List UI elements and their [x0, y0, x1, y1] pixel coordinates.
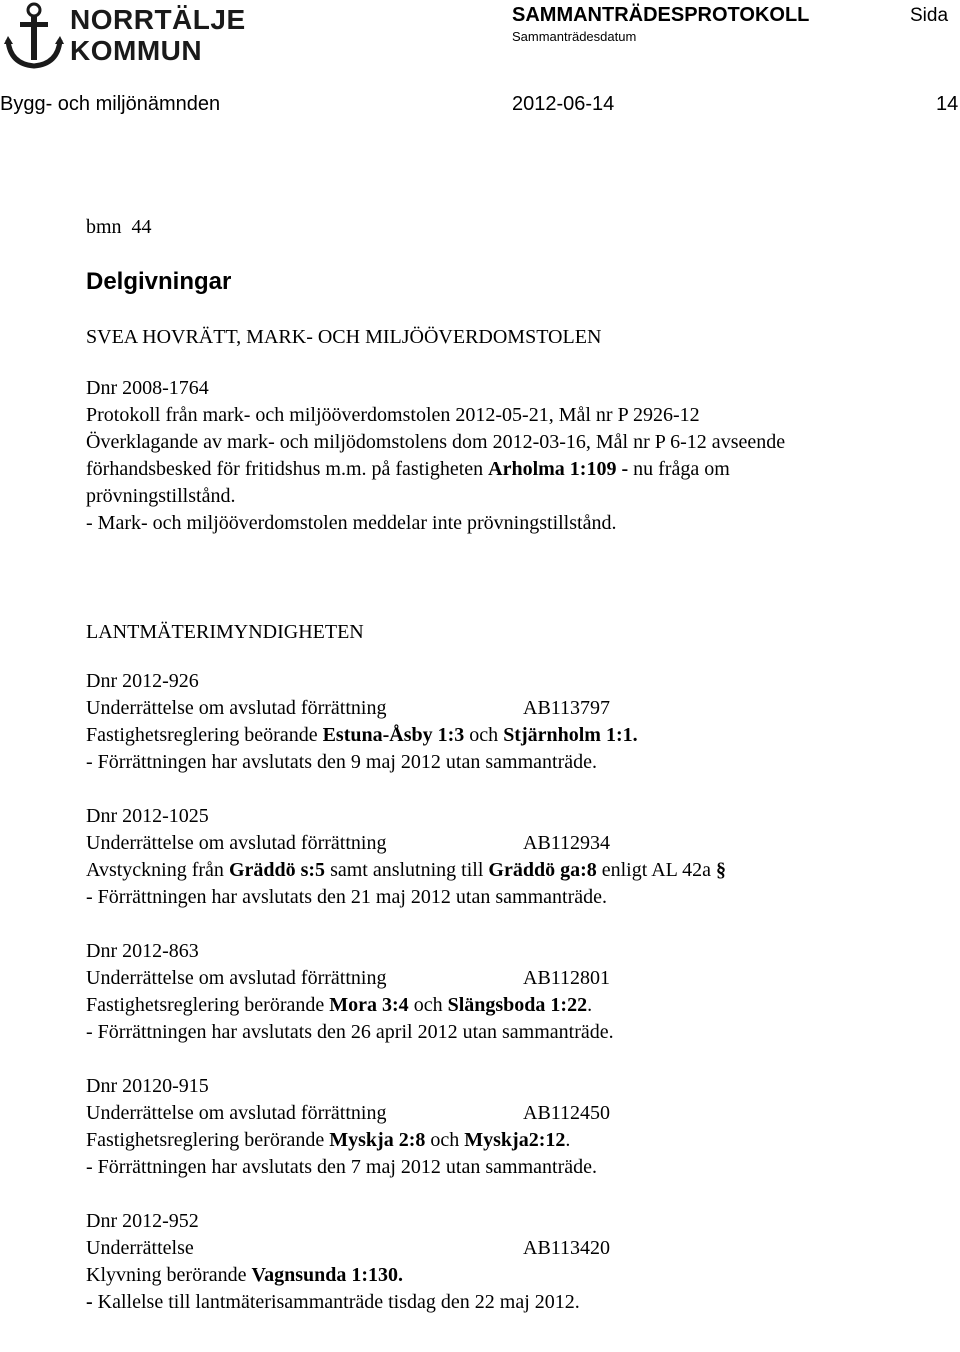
text-fragment: Avstyckning från: [86, 859, 229, 881]
document-type: SAMMANTRÄDESPROTOKOLL: [512, 4, 810, 26]
notice-type: Underrättelse: [86, 1237, 194, 1259]
notice-type: Underrättelse om avslutad förrättning: [86, 1102, 387, 1124]
case-reference: AB112934: [523, 832, 611, 854]
case-dnr: Dnr 2012-952: [86, 1210, 199, 1232]
case-description: [86, 992, 946, 1019]
case-result: - Förrättningen har avslutats den 21 maj 2012 utan sammanträde.: [86, 886, 607, 908]
text-line: prövningstillstånd.: [86, 485, 236, 507]
section-title: LANTMÄTERIMYNDIGHETEN: [86, 621, 364, 643]
text-fragment: .: [587, 994, 593, 1016]
property-name: Mora 3:4: [329, 994, 409, 1016]
notice-type: Underrättelse om avslutad förrättning: [86, 697, 387, 719]
case-reference: AB112801: [523, 967, 611, 989]
logo-line-1: NORRTÄLJE: [70, 4, 246, 35]
case-result: - Förrättningen har avslutats den 7 maj 2012 utan sammanträde.: [86, 1156, 597, 1178]
property-name: Slängsboda 1:22: [447, 994, 588, 1016]
text-fragment: Kallelse till lantmäterisammanträde tisdag den 22 maj 2012.: [92, 1291, 580, 1313]
text-fragment: och: [408, 994, 448, 1016]
property-name: Stjärnholm 1:1.: [503, 724, 638, 746]
case-item: [86, 1208, 946, 1316]
text-fragment: Fastighetsreglering berörande: [86, 994, 330, 1016]
notice-line: [86, 695, 946, 722]
case-reference: AB113797: [523, 697, 611, 719]
case-item: [86, 668, 946, 776]
notice-line: [86, 830, 946, 857]
section-court: [86, 324, 946, 537]
case-item: [86, 803, 946, 911]
notice-line: [86, 965, 946, 992]
case-description: [86, 1262, 946, 1289]
case-item: [86, 938, 946, 1046]
decision-line: - Mark- och miljööverdomstolen meddelar inte prövningstillstånd.: [86, 512, 617, 534]
case-result: [86, 1289, 946, 1316]
section-sign-icon: §: [716, 859, 726, 881]
case-description: [86, 1127, 946, 1154]
text-line: [86, 456, 946, 483]
property-name: Myskja 2:8: [329, 1129, 426, 1151]
case-item: [86, 1073, 946, 1181]
text-line: Överklagande av mark- och miljödomstolens dom 2012-03-16, Mål nr P 6-12 avseende: [86, 431, 786, 453]
anchor-icon: [0, 0, 68, 72]
case-dnr: Dnr 20120-915: [86, 1075, 209, 1097]
section-lantmateri: [86, 619, 946, 1316]
meeting-date: 2012-06-14: [512, 93, 615, 115]
text-fragment: Klyvning berörande: [86, 1264, 252, 1286]
text-fragment: Fastighetsreglering berörande: [86, 1129, 330, 1151]
case-dnr: Dnr 2008-1764: [86, 377, 209, 399]
property-name: Vagnsunda 1:130.: [251, 1264, 404, 1286]
case-result: - Förrättningen har avslutats den 9 maj 2012 utan sammanträde.: [86, 751, 597, 773]
board-name: Bygg- och miljönämnden: [0, 93, 221, 115]
municipality-logo: [0, 0, 246, 72]
section-title: SVEA HOVRÄTT, MARK- OCH MILJÖÖVERDOMSTOLEN: [86, 326, 602, 348]
text-fragment: och: [425, 1129, 465, 1151]
case-reference: AB112450: [523, 1102, 611, 1124]
property-name: Gräddö ga:8: [488, 859, 597, 881]
notice-line: [86, 1235, 946, 1262]
notice-line: [86, 1100, 946, 1127]
case-dnr: Dnr 2012-1025: [86, 805, 209, 827]
property-name: Estuna-Åsby 1:3: [322, 724, 465, 746]
text-fragment: -: [86, 1291, 93, 1313]
case-dnr: Dnr 2012-926: [86, 670, 199, 692]
text-fragment: nu fråga om: [628, 458, 730, 480]
property-name: Arholma 1:109 -: [488, 458, 629, 480]
text-fragment: förhandsbesked för fritidshus m.m. på fastigheten: [86, 458, 489, 480]
property-name: Gräddö s:5: [228, 859, 326, 881]
text-line: Protokoll från mark- och miljööverdomstolen 2012-05-21, Mål nr P 2926-12: [86, 404, 700, 426]
case-result: - Förrättningen har avslutats den 26 april 2012 utan sammanträde.: [86, 1021, 614, 1043]
page-label: Sida: [910, 5, 949, 26]
notice-type: Underrättelse om avslutad förrättning: [86, 967, 387, 989]
text-fragment: samt anslutning till: [325, 859, 489, 881]
date-label: Sammanträdesdatum: [512, 29, 637, 44]
notice-type: Underrättelse om avslutad förrättning: [86, 832, 387, 854]
page-number: 14: [936, 93, 959, 115]
page-title: Delgivningar: [86, 268, 232, 295]
case-description: [86, 722, 946, 749]
case-description: [86, 857, 946, 884]
text-fragment: Fastighetsreglering beörande: [86, 724, 323, 746]
case-dnr: Dnr 2012-863: [86, 940, 199, 962]
property-name: Myskja2:12: [464, 1129, 566, 1151]
case-reference: AB113420: [523, 1237, 611, 1259]
protocol-body: [86, 214, 946, 1316]
paragraph-reference: bmn 44: [86, 216, 152, 238]
text-fragment: enligt AL 42a: [596, 859, 716, 881]
text-fragment: .: [565, 1129, 571, 1151]
logo-line-2: KOMMUN: [70, 35, 203, 66]
text-fragment: och: [464, 724, 504, 746]
